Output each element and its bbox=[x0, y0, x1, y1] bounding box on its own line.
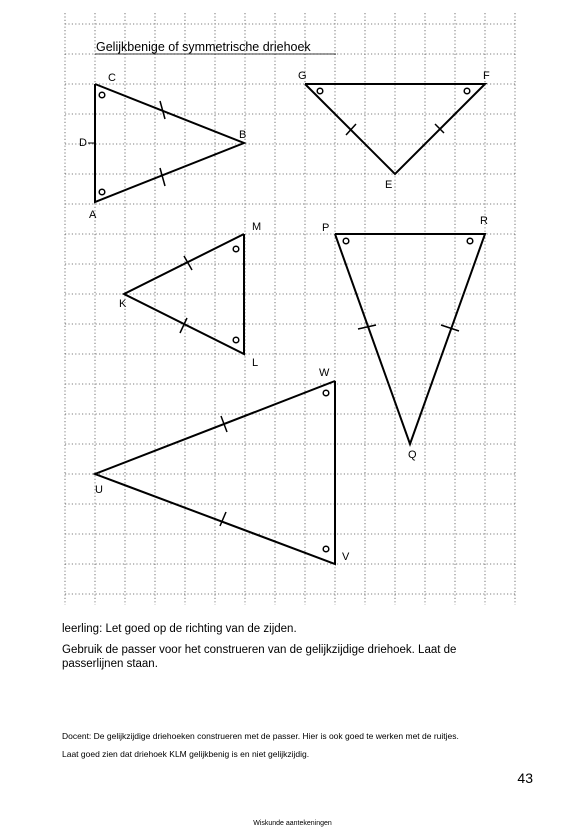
vertex-label-q: Q bbox=[408, 449, 417, 461]
worksheet-title: Gelijkbenige of symmetrische driehoek bbox=[96, 40, 311, 54]
vertex-label-m: M bbox=[252, 221, 262, 233]
vertex-label-b: B bbox=[239, 129, 247, 141]
vertex-label-e: E bbox=[385, 179, 393, 191]
vertex-label-a: A bbox=[89, 209, 97, 221]
vertex-label-v: V bbox=[342, 551, 350, 563]
triangle-abc bbox=[88, 84, 247, 202]
dotted-grid bbox=[65, 13, 515, 605]
teacher-note-line-1: Docent: De gelijkzijdige driehoeken construeren met de passer. Hier is ook goed te werken met de ruitjes. bbox=[62, 731, 459, 741]
vertex-label-k: K bbox=[119, 298, 127, 310]
vertex-label-f: F bbox=[483, 70, 490, 82]
page-footer: Wiskunde aantekeningen bbox=[253, 820, 332, 827]
vertex-label-g: G bbox=[298, 70, 307, 82]
vertex-label-u: U bbox=[95, 484, 103, 496]
vertex-label-r: R bbox=[480, 215, 488, 227]
vertex-label-l: L bbox=[252, 357, 259, 369]
vertex-label-c: C bbox=[108, 72, 116, 84]
vertex-label-w: W bbox=[319, 367, 330, 379]
vertex-label-p: P bbox=[322, 222, 330, 234]
triangle-prq bbox=[335, 234, 485, 444]
student-note-line-1: leerling: Let goed op de richting van de zijden. bbox=[62, 623, 297, 635]
point-label-d: D bbox=[79, 137, 87, 149]
page-number: 43 bbox=[517, 770, 533, 786]
teacher-note-line-2: Laat goed zien dat driehoek KLM gelijkbenig is en niet gelijkzijdig. bbox=[62, 749, 310, 759]
student-note-line-2: Gebruik de passer voor het construeren van de gelijkzijdige driehoek. Laat de bbox=[62, 644, 457, 656]
student-note-line-3: passerlijnen staan. bbox=[62, 658, 158, 670]
